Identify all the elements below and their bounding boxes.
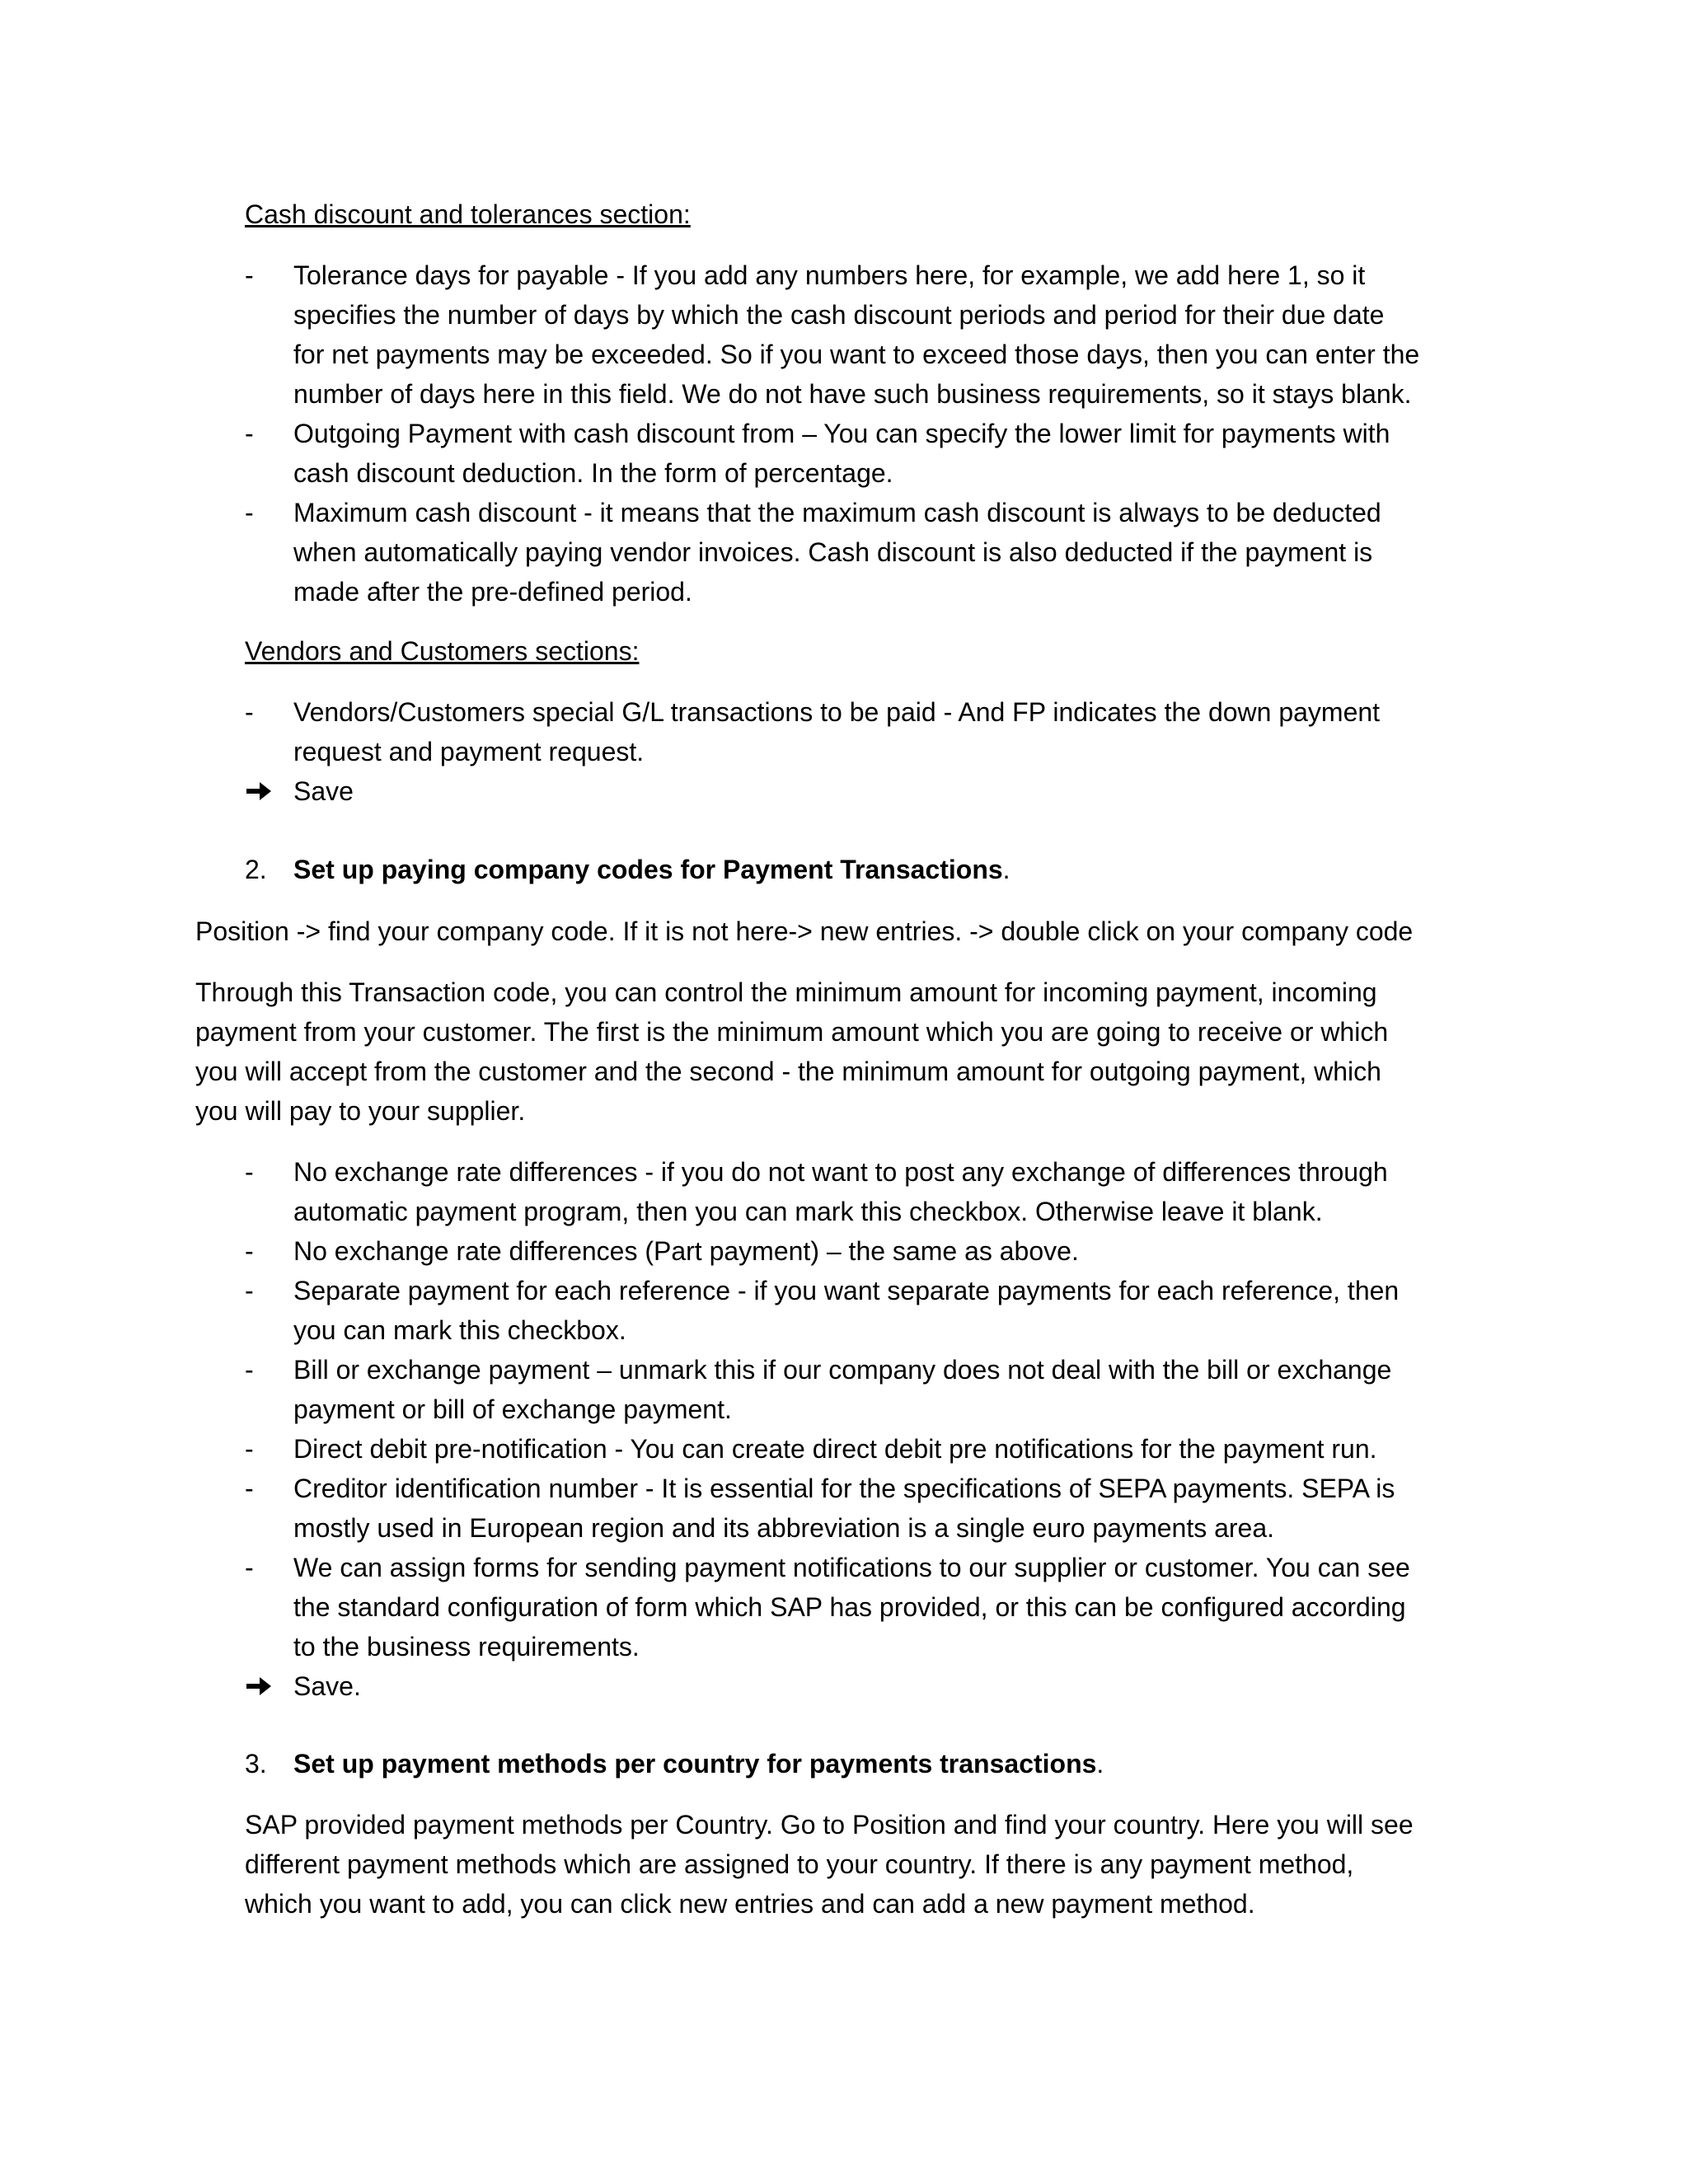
paragraph-line: SAP provided payment methods per Country. Go to Position and find your country. Here you will see xyxy=(245,1810,1414,1840)
list-item-line: Tolerance days for payable - If you add any numbers here, for example, we add here 1, so it xyxy=(293,260,1366,290)
list-bullet: - xyxy=(245,1434,254,1464)
list-bullet: - xyxy=(245,697,254,727)
list-bullet: - xyxy=(245,1276,254,1305)
list-item-line: made after the pre-defined period. xyxy=(293,577,692,607)
paragraph-line: you will accept from the customer and the second - the minimum amount for outgoing payment, which xyxy=(195,1057,1381,1086)
step-heading xyxy=(293,1747,1104,1780)
list-item-line: automatic payment program, then you can mark this checkbox. Otherwise leave it blank. xyxy=(293,1197,1323,1226)
save-step-label: Save xyxy=(293,776,354,806)
list-item-line: payment or bill of exchange payment. xyxy=(293,1394,732,1424)
list-item-line: for net payments may be exceeded. So if you want to exceed those days, then you can enter the xyxy=(293,340,1420,369)
list-item-line: Bill or exchange payment – unmark this if our company does not deal with the bill or exchange xyxy=(293,1355,1392,1385)
step-heading xyxy=(293,853,1010,886)
list-bullet: - xyxy=(245,260,254,290)
paragraph-line: which you want to add, you can click new entries and can add a new payment method. xyxy=(245,1889,1255,1919)
step-number: 3. xyxy=(245,1749,267,1779)
list-bullet: - xyxy=(245,1157,254,1187)
section-heading-cash-discount: Cash discount and tolerances section: xyxy=(245,199,691,229)
paragraph-line: different payment methods which are assigned to your country. If there is any payment method, xyxy=(245,1849,1354,1879)
step-title: Set up paying company codes for Payment Transactions xyxy=(293,855,1003,884)
list-item-line: We can assign forms for sending payment notifications to our supplier or customer. You can see xyxy=(293,1553,1410,1582)
right-arrow-icon xyxy=(245,775,273,808)
paragraph-line: Through this Transaction code, you can control the minimum amount for incoming payment, incoming xyxy=(195,977,1377,1007)
list-bullet: - xyxy=(245,498,254,527)
list-item-line: the standard configuration of form which SAP has provided, or this can be configured according xyxy=(293,1592,1406,1622)
paragraph-line: you will pay to your supplier. xyxy=(195,1096,526,1126)
list-item-line: cash discount deduction. In the form of percentage. xyxy=(293,458,893,488)
list-bullet: - xyxy=(245,1355,254,1385)
list-item-line: specifies the number of days by which the cash discount periods and period for their due date xyxy=(293,300,1385,330)
list-bullet: - xyxy=(245,419,254,448)
list-item-line: request and payment request. xyxy=(293,737,645,766)
right-arrow-icon xyxy=(245,1670,273,1703)
list-item-line: Outgoing Payment with cash discount from – You can specify the lower limit for payments with xyxy=(293,419,1390,448)
list-item-line: Separate payment for each reference - if you want separate payments for each reference, then xyxy=(293,1276,1400,1305)
list-bullet: - xyxy=(245,1553,254,1582)
list-item-line: No exchange rate differences (Part payment) – the same as above. xyxy=(293,1236,1079,1266)
step-number: 2. xyxy=(245,855,267,884)
step-title-period: . xyxy=(1002,855,1010,884)
list-item-line: when automatically paying vendor invoices. Cash discount is also deducted if the payment is xyxy=(293,537,1373,567)
section-heading-vendors-customers: Vendors and Customers sections: xyxy=(245,636,640,666)
list-item-line: Maximum cash discount - it means that the maximum cash discount is always to be deducted xyxy=(293,498,1381,527)
step-title-period: . xyxy=(1096,1749,1104,1779)
list-item-line: to the business requirements. xyxy=(293,1632,640,1661)
save-step-label: Save. xyxy=(293,1671,361,1701)
list-item-line: Vendors/Customers special G/L transactions to be paid - And FP indicates the down payment xyxy=(293,697,1381,727)
list-item-line: number of days here in this field. We do not have such business requirements, so it stays blank. xyxy=(293,379,1412,409)
list-item-line: No exchange rate differences - if you do not want to post any exchange of differences through xyxy=(293,1157,1388,1187)
list-bullet: - xyxy=(245,1474,254,1503)
list-item-line: Direct debit pre-notification - You can create direct debit pre notifications for the payment run. xyxy=(293,1434,1377,1464)
list-item-line: Creditor identification number - It is essential for the specifications of SEPA payments. SEPA is xyxy=(293,1474,1395,1503)
position-instruction: Position -> find your company code. If it is not here-> new entries. -> double click on your company code xyxy=(195,916,1414,946)
list-item-line: you can mark this checkbox. xyxy=(293,1315,626,1345)
list-item-line: mostly used in European region and its abbreviation is a single euro payments area. xyxy=(293,1513,1275,1543)
list-bullet: - xyxy=(245,1236,254,1266)
paragraph-line: payment from your customer. The first is the minimum amount which you are going to receive or which xyxy=(195,1017,1389,1047)
step-title: Set up payment methods per country for payments transactions xyxy=(293,1749,1097,1779)
